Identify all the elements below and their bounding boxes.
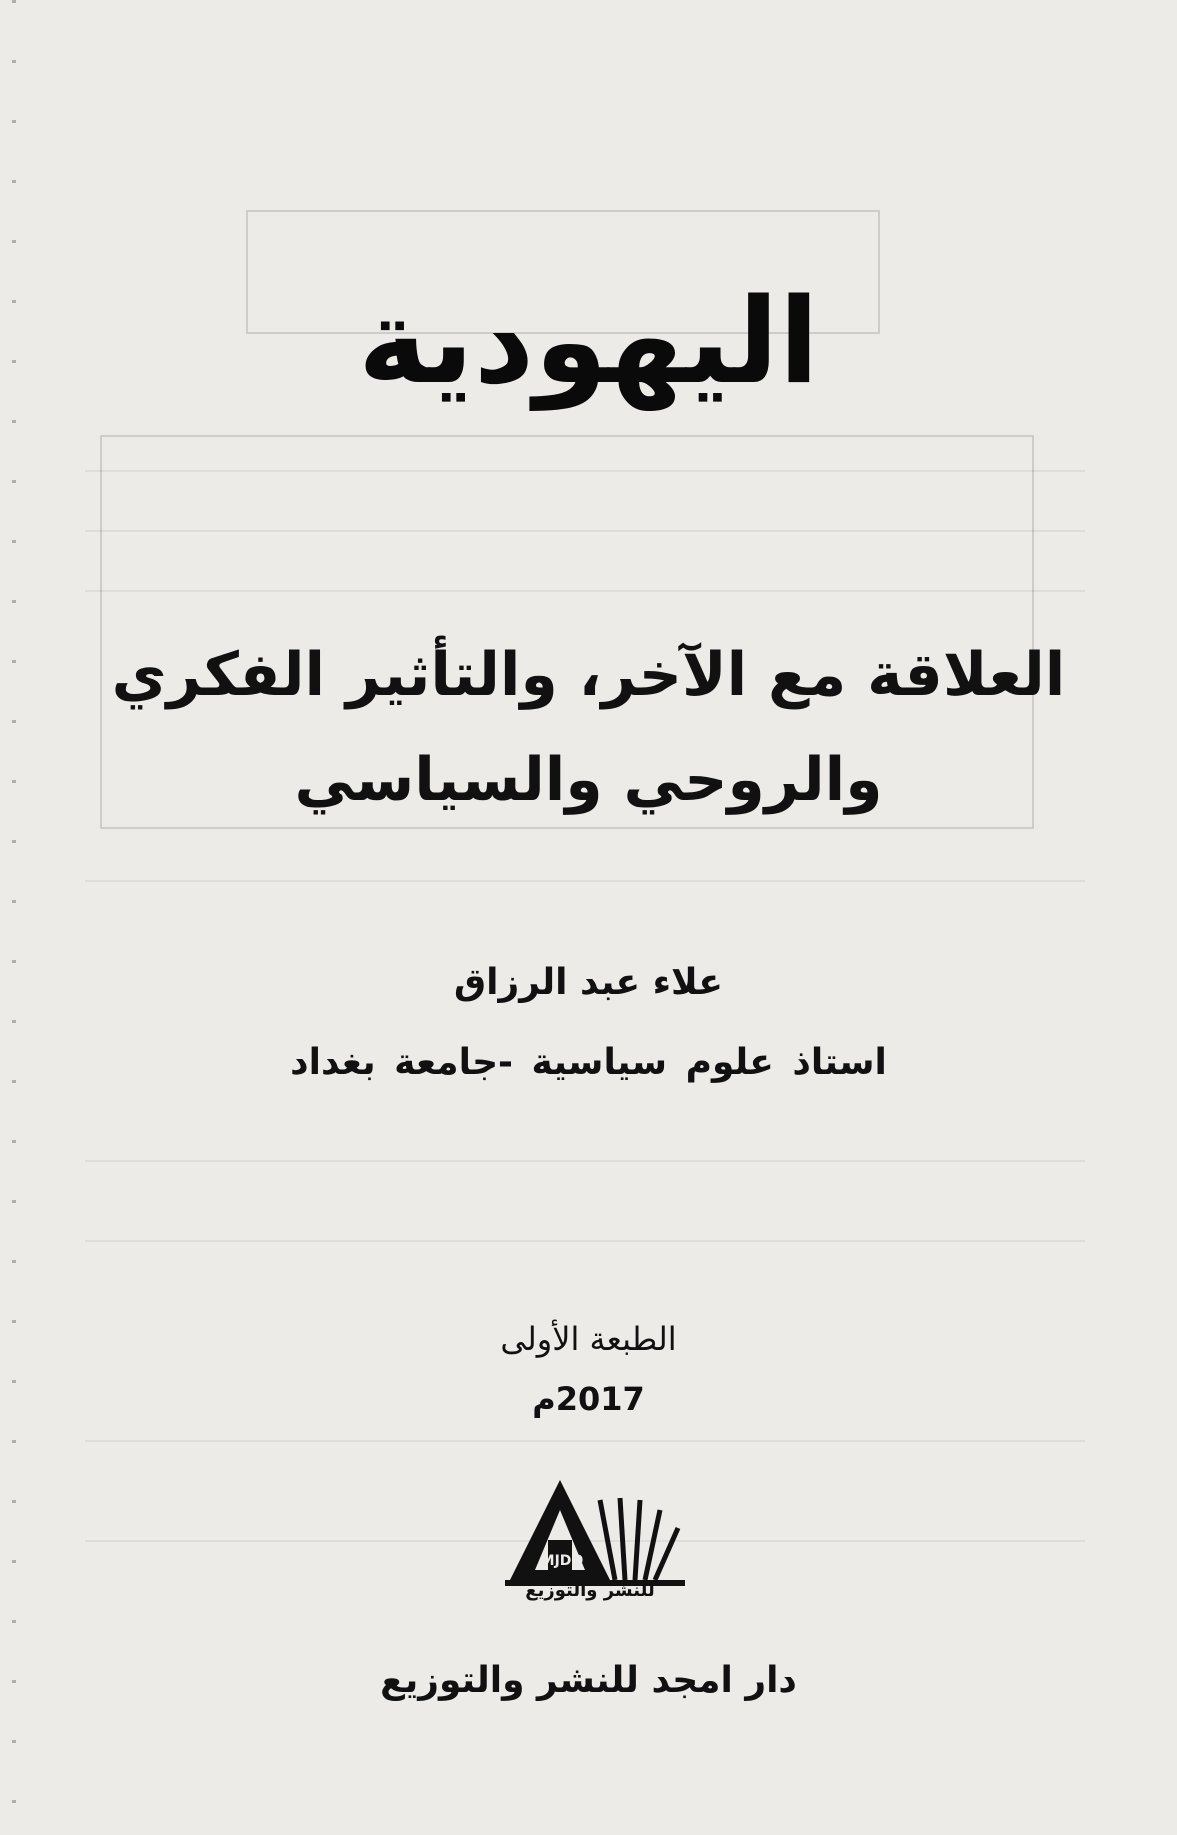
book-subtitle-line-1: العلاقة مع الآخر، والتأثير الفكري (111, 640, 1066, 710)
book-subtitle-line-2: والروحي والسياسي (294, 745, 883, 815)
bleed-through-line (85, 530, 1085, 532)
bleed-through-line (85, 1440, 1085, 1442)
author-affiliation: استاذ علوم سياسية -جامعة بغداد (290, 1042, 887, 1083)
bleed-through-line (85, 470, 1085, 472)
bleed-through-line (85, 1160, 1085, 1162)
bleed-through-line (85, 590, 1085, 592)
bleed-through-line (85, 1240, 1085, 1242)
edition-label: الطبعة الأولى (500, 1320, 677, 1358)
publisher-name: دار امجد للنشر والتوزيع (380, 1660, 797, 1701)
book-title: اليهودية (357, 272, 820, 410)
logo-mark-text: MJDO (540, 1553, 584, 1569)
publication-year: 2017م (532, 1380, 645, 1418)
author-name: علاء عبد الرزاق (454, 962, 723, 1003)
logo-caption: للنشر والتوزيع (525, 1580, 655, 1601)
bleed-through-line (85, 880, 1085, 882)
